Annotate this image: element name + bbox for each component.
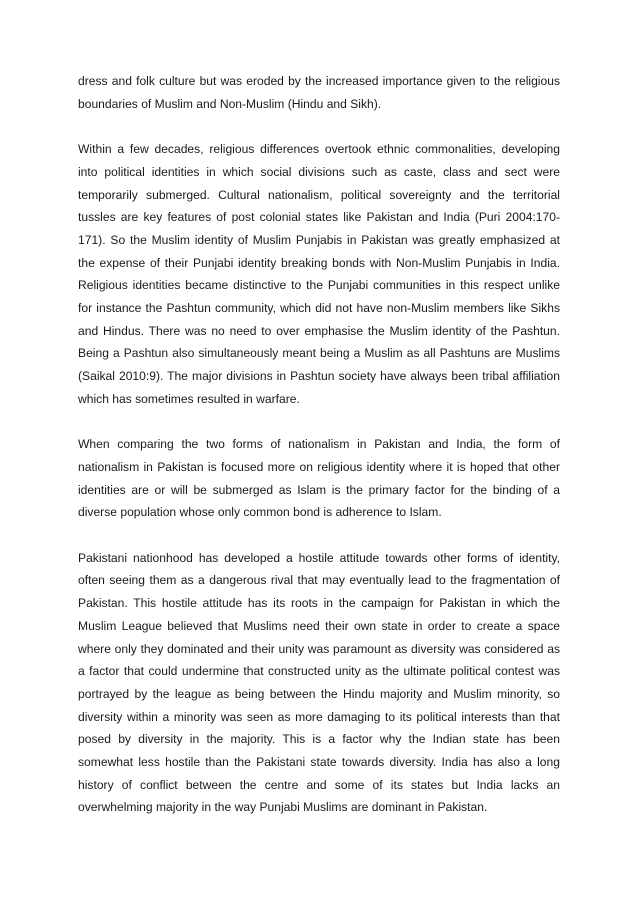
paragraph-forms-of-nationalism: When comparing the two forms of nationalism in Pakistan and India, the form of nationalism in Pakistan is focused more on religious identity where it is hoped that other identities are or will be submerged as Islam is the primary factor for the binding of a diverse population whose only common bond is adherence to Islam. — [78, 437, 560, 520]
paragraph-folk-culture: dress and folk culture but was eroded by the increased importance given to the religious boundaries of Muslim and Non-Muslim (Hindu and Sikh). — [78, 74, 560, 111]
paragraph-religious-differences: Within a few decades, religious differences overtook ethnic commonalities, developing into political identities in which social divisions such as caste, class and sect were temporarily submerged. Cultural nationalism, political sovereignty and the territorial tussles are key features of post colonial states like Pakistan and India (Puri 2004:170-171). So the Muslim identity of Muslim Punjabis in Pakistan was greatly emphasized at the expense of their Punjabi identity breaking bonds with Non-Muslim Punjabis in India. Religious identities became distinctive to the Punjabi communities in this respect unlike for instance the Pashtun community, which did not have non-Muslim members like Sikhs and Hindus. There was no need to over emphasise the Muslim identity of the Pashtun. Being a Pashtun also simultaneously meant being a Muslim as all Pashtuns are Muslims (Saikal 2010:9). The major divisions in Pashtun society have always been tribal affiliation which has sometimes resulted in warfare. — [78, 142, 560, 406]
paragraph-pakistani-nationhood: Pakistani nationhood has developed a hostile attitude towards other forms of identity, often seeing them as a dangerous rival that may eventually lead to the fragmentation of Pakistan. This hostile attitude has its roots in the campaign for Pakistan in which the Muslim League believed that Muslims need their own state in order to create a space where only they dominated and their unity was paramount as diversity was considered as a factor that could undermine that constructed unity as the ultimate political contest was portrayed by the league as being between the Hindu majority and Muslim minority, so diversity within a minority was seen as more damaging to its political interests than that posed by diversity in the majority. This is a factor why the Indian state has been somewhat less hostile than the Pakistani state towards diversity. India has also a long history of conflict between the centre and some of its states but India lacks an overwhelming majority in the way Punjabi Muslims are dominant in Pakistan. — [78, 550, 560, 815]
document-page — [78, 70, 560, 842]
